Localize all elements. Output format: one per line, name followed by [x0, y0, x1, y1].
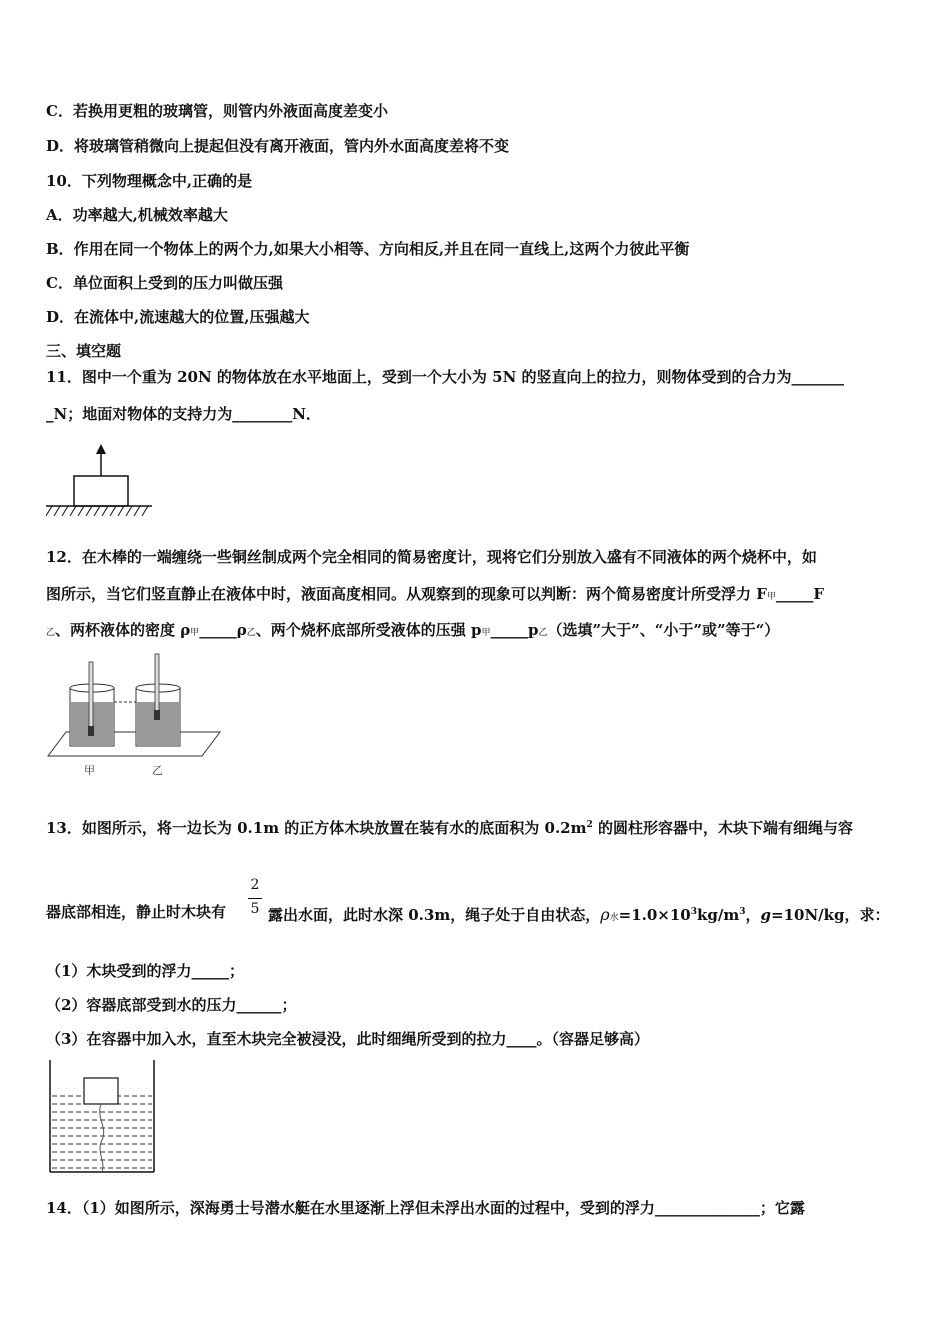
fraction-denominator: 5: [250, 901, 260, 917]
q13-part-1: （1）木块受到的浮力_____；: [46, 962, 244, 980]
q10-option-a: A．功率越大,机械效率越大: [46, 206, 228, 224]
q10-option-d: D．在流体中,流速越大的位置,压强越大: [46, 308, 310, 326]
q10-option-b: B．作用在同一个物体上的两个力,如果大小相等、方向相反,并且在同一直线上,这两个力彼此平衡: [46, 240, 690, 258]
q12-sub-jia: 甲: [766, 592, 776, 602]
q13-comma: ，: [745, 906, 761, 924]
q12-label-yi: 乙: [152, 764, 163, 777]
q12-sub-2: 甲: [190, 628, 200, 638]
fraction-numerator: 2: [250, 877, 260, 893]
q12-sub-1: 乙: [46, 628, 56, 638]
q10-option-c: C．单位面积上受到的压力叫做压强: [46, 274, 283, 292]
q13-sup: 2: [586, 820, 593, 830]
q13-g: g: [760, 906, 772, 924]
q13-density: =1.0×10: [618, 906, 691, 924]
q12-sub-5: 乙: [538, 628, 548, 638]
q12-line-2-text: 图所示，当它们竖直静止在液体中时，液面高度相同。从观察到的现象可以判断：两个简易密度计所受浮力 F: [46, 585, 767, 603]
q13-g-val: =10N/kg，求：: [771, 906, 890, 924]
q9-option-d: D．将玻璃管稍微向上提起但没有离开液面，管内外水面高度差将不变: [46, 137, 510, 155]
q13-sup-2: 3: [690, 907, 697, 917]
q12-sub-3: 乙: [246, 628, 256, 638]
q12-text-4: _____p: [490, 621, 539, 639]
q12-text-5: （选填”大于”、“小于”或”等于“）: [547, 621, 780, 639]
q12-label-jia: 甲: [84, 764, 95, 777]
q13-line-1: [46, 815, 853, 838]
q13-part-2: （2）容器底部受到水的压力______；: [46, 996, 297, 1014]
q13-line-2-text: 露出水面，此时水深 0.3m，绳子处于自由状态，: [268, 906, 601, 924]
q12-text-1: 、两杯液体的密度 ρ: [55, 621, 191, 639]
rho-symbol: ρ: [600, 905, 610, 924]
section-3-heading: 三、填空题: [46, 342, 122, 360]
q13-figure: [46, 1058, 162, 1178]
fraction-bar: [248, 898, 262, 899]
q13-unit: kg/m: [697, 906, 740, 924]
q12-line-2-end: _____F: [775, 585, 825, 603]
q10-stem: 10．下列物理概念中,正确的是: [46, 172, 253, 190]
q12-figure: [44, 650, 224, 780]
q13-sup-3: 3: [739, 907, 746, 917]
q13-line-2b: [268, 902, 890, 928]
q12-line-3: [46, 620, 779, 643]
q11-line-1: 11．图中一个重为 20N 的物体放在水平地面上，受到一个大小为 5N 的竖直向上的拉力，则物体受到的合力为_______: [46, 368, 845, 386]
rho-sub: 水: [609, 913, 619, 923]
q13-line-2a: 器底部相连，静止时木块有: [46, 903, 227, 921]
q11-line-2: _N；地面对物体的支持力为________N．: [46, 405, 321, 423]
q11-figure: [46, 440, 156, 520]
q13-line-1-end: 的圆柱形容器中，木块下端有细绳与容: [592, 819, 853, 837]
q14-line-1: 14．（1）如图所示，深海勇士号潜水艇在水里逐渐上浮但未浮出水面的过程中，受到的浮力______________；它露: [46, 1199, 805, 1217]
q12-sub-4: 甲: [481, 628, 491, 638]
q12-line-2: [46, 584, 824, 607]
q13-line-1-text: 13．如图所示，将一边长为 0.1m 的正方体木块放置在装有水的底面积为 0.2m: [46, 819, 587, 837]
q12-line-1: 12．在木棒的一端缠绕一些铜丝制成两个完全相同的简易密度计，现将它们分别放入盛有不同液体的两个烧杯中，如: [46, 548, 817, 566]
q12-text-2: _____ρ: [199, 621, 247, 639]
q12-text-3: 、两个烧杯底部所受液体的压强 p: [255, 621, 482, 639]
q9-option-c: C．若换用更粗的玻璃管，则管内外液面高度差变小: [46, 102, 388, 120]
q13-part-3: （3）在容器中加入水，直至木块完全被浸没，此时细绳所受到的拉力____。（容器足够高）: [46, 1030, 649, 1048]
